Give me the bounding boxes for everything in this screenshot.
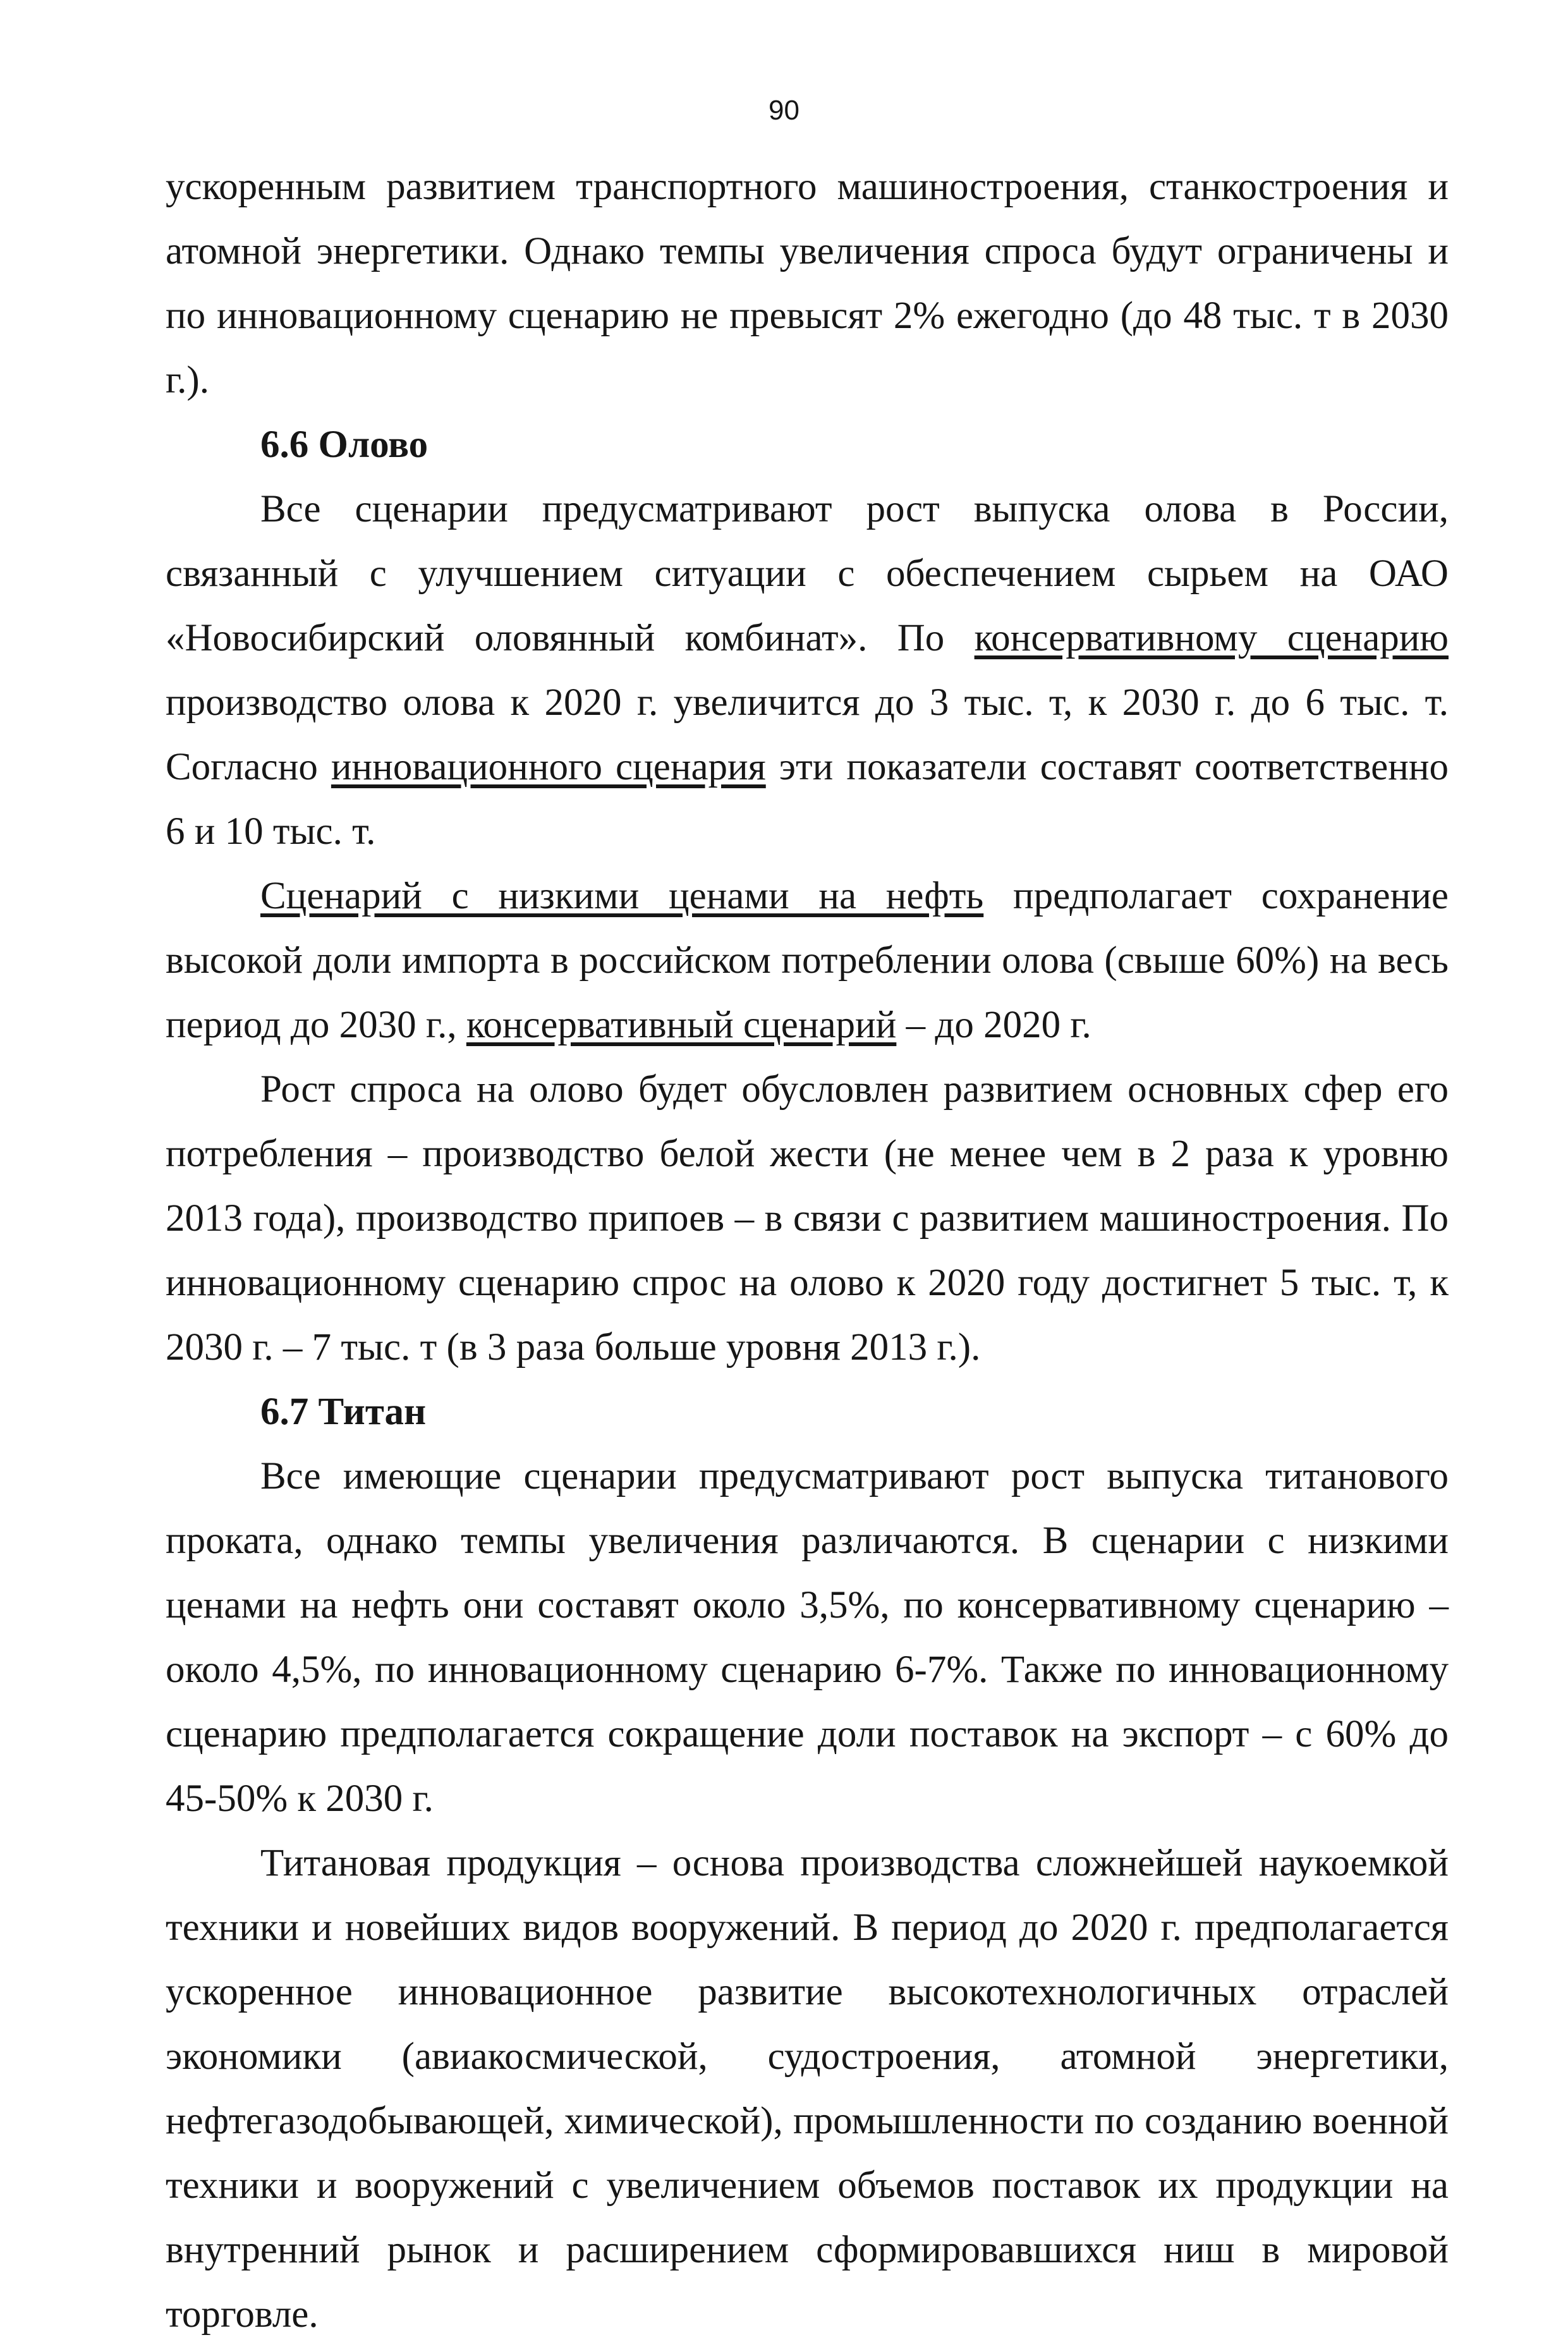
paragraph-titanium-products: Титановая продукция – основа производства сложнейшей наукоемкой техники и новейших видов вооружений. В период до 2020 г. предполагается ускоренное инновационное развитие высокотехнологичных отраслей экономики (авиакосмической, судостроения, атомной энергетики, нефтегазодобывающей, химической), промышленности по созданию военной техники и вооружений с увеличением объемов поставок их продукции на внутренний рынок и расширением сформировавшихся ниш в мировой торговле. <box>166 1842 1449 2336</box>
paragraph-tin-imports <box>166 864 1449 1058</box>
text-run: производство олова к 2020 г. увеличится до 3 тыс. т, к 2030 г. до 6 тыс. т. Согласно <box>166 681 1449 788</box>
text-run: Все сценарии предусматривают рост выпуска олова в России, связанный с улучшением ситуации с обеспечением сырьем на ОАО «Новосибирский оловянный комбинат». По <box>166 488 1449 659</box>
text-run: – до 2020 г. <box>896 1004 1091 1046</box>
page-body <box>166 155 1449 2347</box>
underlined-conservative-scenario-2: консервативный сценарий <box>466 1004 897 1046</box>
paragraph-continuation: ускоренным развитием транспортного машиностроения, станкостроения и атомной энергетики. Однако темпы увеличения спроса будут ограничены и по инновационному сценарию не превысят 2% ежегодно (до 48 тыс. т в 2030 г.). <box>166 166 1449 401</box>
page-number: 90 <box>769 95 799 126</box>
underlined-low-oil-scenario: Сценарий с низкими ценами на нефть <box>260 875 984 917</box>
text-run: эти показатели составят соответственно 6 и 10 тыс. т. <box>166 746 1449 853</box>
paragraph-tin-scenarios <box>166 477 1449 864</box>
underlined-innovative-scenario: инновационного сценария <box>331 746 766 788</box>
underlined-conservative-scenario: консервативному сценарию <box>974 617 1449 659</box>
text-run: предполагает сохранение высокой доли импорта в российском потреблении олова (свыше 60%) на весь период до 2030 г., <box>166 875 1449 1046</box>
paragraph-titanium-scenarios: Все имеющие сценарии предусматривают рост выпуска титанового проката, однако темпы увеличения различаются. В сценарии с низкими ценами на нефть они составят около 3,5%, по консервативному сценарию – около 4,5%, по инновационному сценарию 6-7%. Также по инновационному сценарию предполагается сокращение доли поставок на экспорт – с 60% до 45-50% к 2030 г. <box>166 1455 1449 1820</box>
paragraph-tin-demand: Рост спроса на олово будет обусловлен развитием основных сфер его потребления – производство белой жести (не менее чем в 2 раза к уровню 2013 года), производство припоев – в связи с развитием машиностроения. По инновационному сценарию спрос на олово к 2020 году достигнет 5 тыс. т, к 2030 г. – 7 тыс. т (в 3 раза больше уровня 2013 г.). <box>166 1068 1449 1369</box>
section-heading-6-6: 6.6 Олово <box>260 424 428 466</box>
section-heading-6-7: 6.7 Титан <box>260 1391 427 1433</box>
